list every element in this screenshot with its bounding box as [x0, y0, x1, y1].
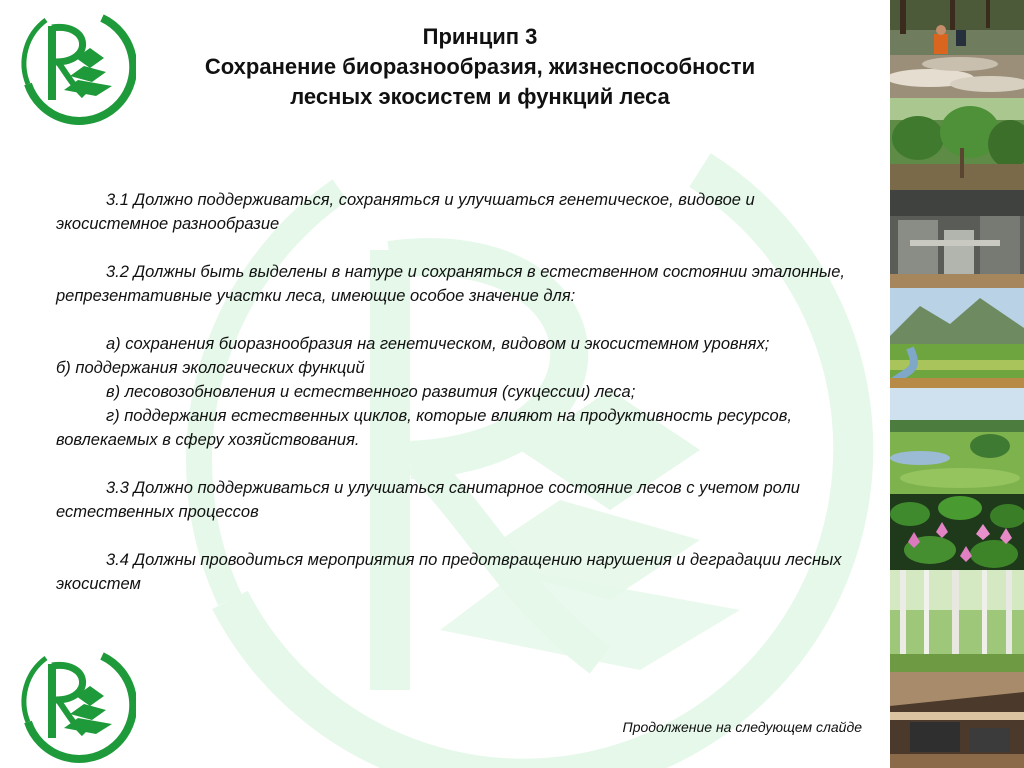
young-pine-forest-photo [890, 98, 1024, 190]
mountain-valley-photo [890, 288, 1024, 388]
title-line-3: лесных экосистем и функций леса [290, 84, 670, 109]
slide-title [130, 22, 830, 112]
paragraph-3-2: 3.2 Должны быть выделены в натуре и сохраняться в естественном состоянии эталонные, репрезентативные участки леса, имеющие особое значение для: [56, 263, 845, 305]
sawmill-photo [890, 190, 1024, 288]
forest-emblem-icon [12, 4, 136, 128]
woodworking-shop-photo [890, 672, 1024, 768]
principle-content [56, 188, 846, 596]
title-line-1: Принцип 3 [422, 24, 538, 49]
photo-strip [890, 0, 1024, 768]
list-item-g: г) поддержания естественных циклов, которые влияют на продуктивность ресурсов, вовлекаемых в сферу хозяйствования. [56, 407, 792, 449]
list-item-v: в) лесовозобновления и естественного развития (сукцессии) леса; [106, 383, 636, 401]
logging-workers-photo [890, 0, 1024, 98]
water-lilies-photo [890, 494, 1024, 570]
paragraph-3-4: 3.4 Должны проводиться мероприятия по предотвращению нарушения и деградации лесных экосистем [56, 551, 842, 593]
river-meadow-photo [890, 388, 1024, 494]
birch-forest-photo [890, 570, 1024, 672]
continuation-note: Продолжение на следующем слайде [622, 719, 862, 735]
list-item-a: а) сохранения биоразнообразия на генетическом, видовом и экосистемном уровнях; [106, 335, 770, 353]
list-item-b: б) поддержания экологических функций [56, 359, 365, 377]
title-line-2: Сохранение биоразнообразия, жизнеспособности [204, 54, 756, 79]
forest-emblem-icon [12, 642, 136, 766]
paragraph-3-1: 3.1 Должно поддерживаться, сохраняться и улучшаться генетическое, видовое и экосистемное разнообразие [56, 191, 755, 233]
paragraph-3-3: 3.3 Должно поддерживаться и улучшаться санитарное состояние лесов с учетом роли естественных процессов [56, 479, 800, 521]
